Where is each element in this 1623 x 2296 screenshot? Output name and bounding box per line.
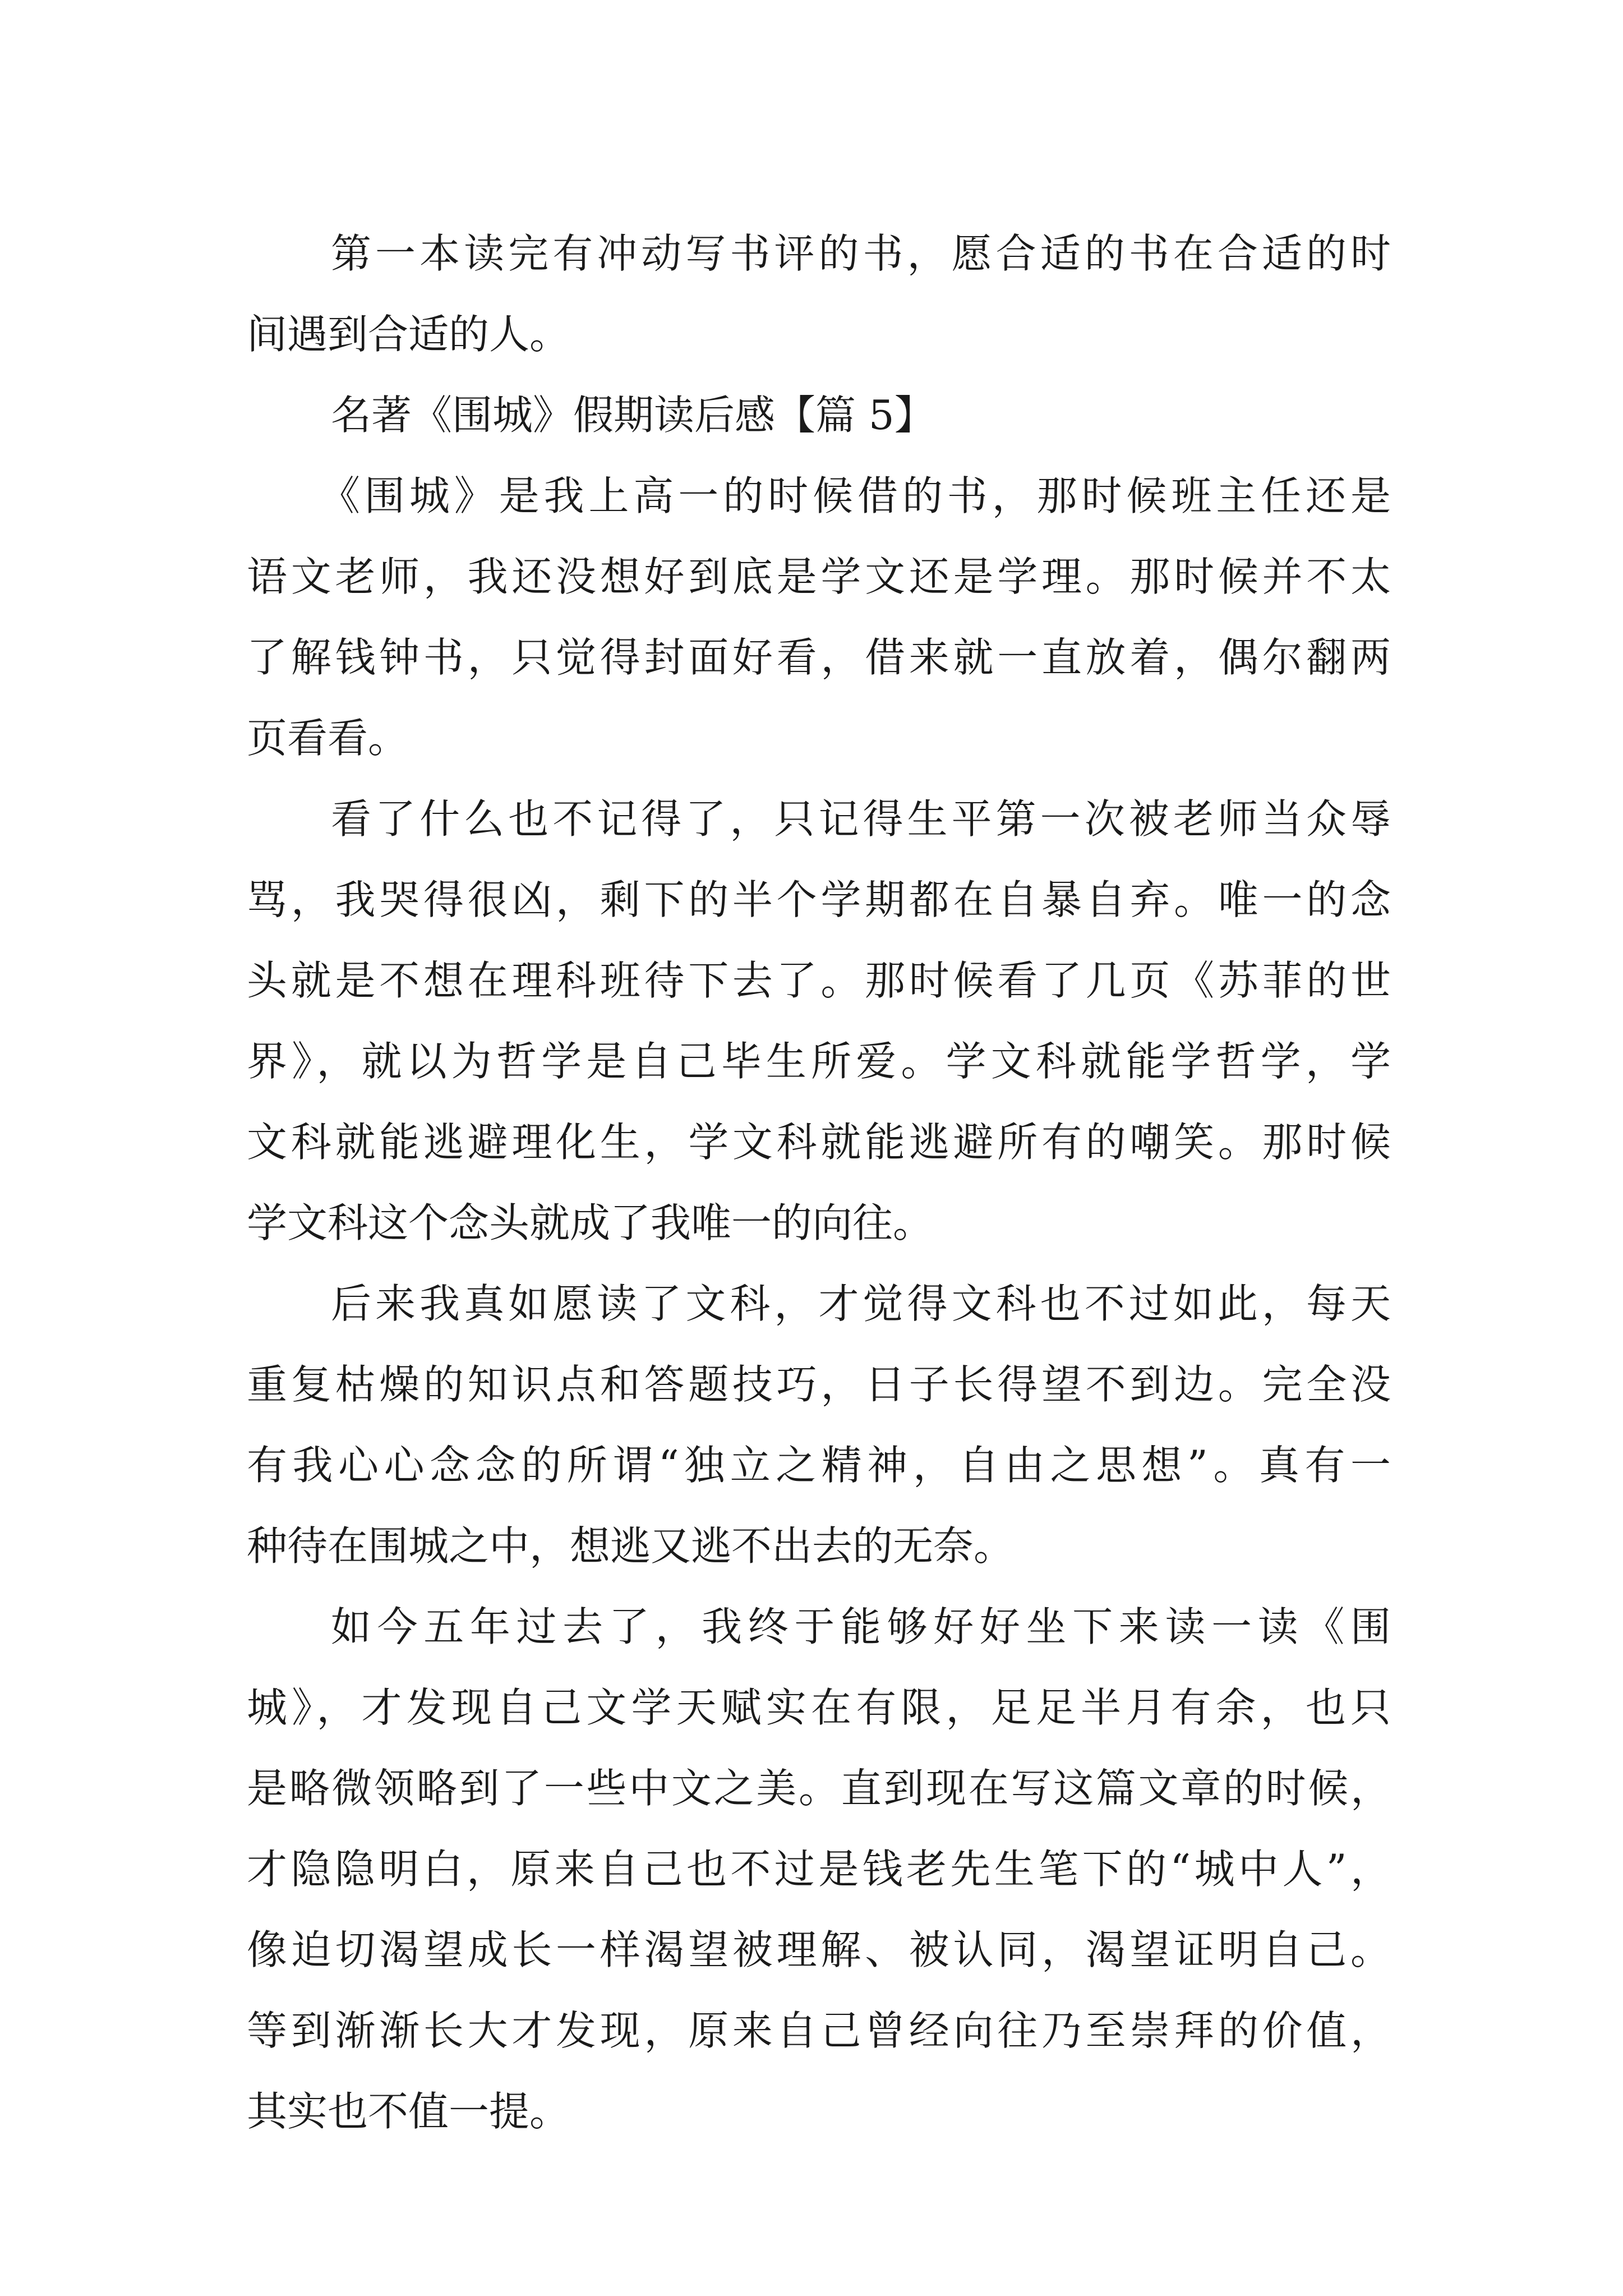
paragraph-2	[247, 455, 1391, 779]
text-line: 《围城》是我上高一的时候借的书，那时候班主任还是	[320, 472, 1391, 519]
text-line: 后来我真如愿读了文科，才觉得文科也不过如此，每天	[331, 1280, 1391, 1327]
text-line: 间遇到合适的人。	[247, 311, 570, 358]
text-line: 学文科这个念头就成了我唯一的向往。	[247, 1199, 934, 1246]
text-line: 有我心心念念的所谓“独立之精神，自由之思想”。真有一	[247, 1442, 1391, 1489]
text-line: 等到渐渐长大才发现，原来自己曾经向往乃至崇拜的价值，	[247, 2007, 1391, 2054]
text-line: 页看看。	[247, 715, 409, 762]
text-line: 界》，就以为哲学是自己毕生所爱。学文科就能学哲学，学	[247, 1038, 1391, 1085]
text-line: 种待在围城之中，想逃又逃不出去的无奈。	[247, 1522, 1015, 1570]
text-line: 是略微领略到了一些中文之美。直到现在写这篇文章的时候，	[247, 1765, 1391, 1812]
text-line: 重复枯燥的知识点和答题技巧，日子长得望不到边。完全没	[247, 1361, 1391, 1408]
text-line: 头就是不想在理科班待下去了。那时候看了几页《苏菲的世	[247, 957, 1391, 1004]
text-line: 看了什么也不记得了，只记得生平第一次被老师当众辱	[331, 795, 1391, 843]
paragraph-4	[247, 1263, 1391, 1586]
text-line: 如今五年过去了，我终于能够好好坐下来读一读《围	[331, 1603, 1391, 1650]
text-line: 第一本读完有冲动写书评的书，愿合适的书在合适的时	[331, 230, 1391, 277]
text-line: 文科就能逃避理化生，学文科就能逃避所有的嘲笑。那时候	[247, 1119, 1391, 1166]
text-line: 其实也不值一提。	[247, 2088, 570, 2135]
heading-line: 名著《围城》假期读后感【篇 5】	[331, 392, 935, 439]
text-line: 城》，才发现自己文学天赋实在有限，足足半月有余，也只	[247, 1684, 1391, 1731]
paragraph-3	[247, 779, 1391, 1263]
text-line: 了解钱钟书，只觉得封面好看，借来就一直放着，偶尔翻两	[247, 634, 1391, 681]
document-body	[247, 213, 1391, 2152]
text-line: 骂，我哭得很凶，剩下的半个学期都在自暴自弃。唯一的念	[247, 876, 1391, 923]
text-line: 语文老师，我还没想好到底是学文还是学理。那时候并不太	[247, 553, 1391, 600]
paragraph-5	[247, 1586, 1391, 2152]
text-line: 才隐隐明白，原来自己也不过是钱老先生笔下的“城中人”，	[247, 1846, 1391, 1893]
section-heading	[247, 375, 1391, 455]
text-line: 像迫切渴望成长一样渴望被理解、被认同，渴望证明自己。	[247, 1926, 1391, 1973]
paragraph-1	[247, 213, 1391, 375]
